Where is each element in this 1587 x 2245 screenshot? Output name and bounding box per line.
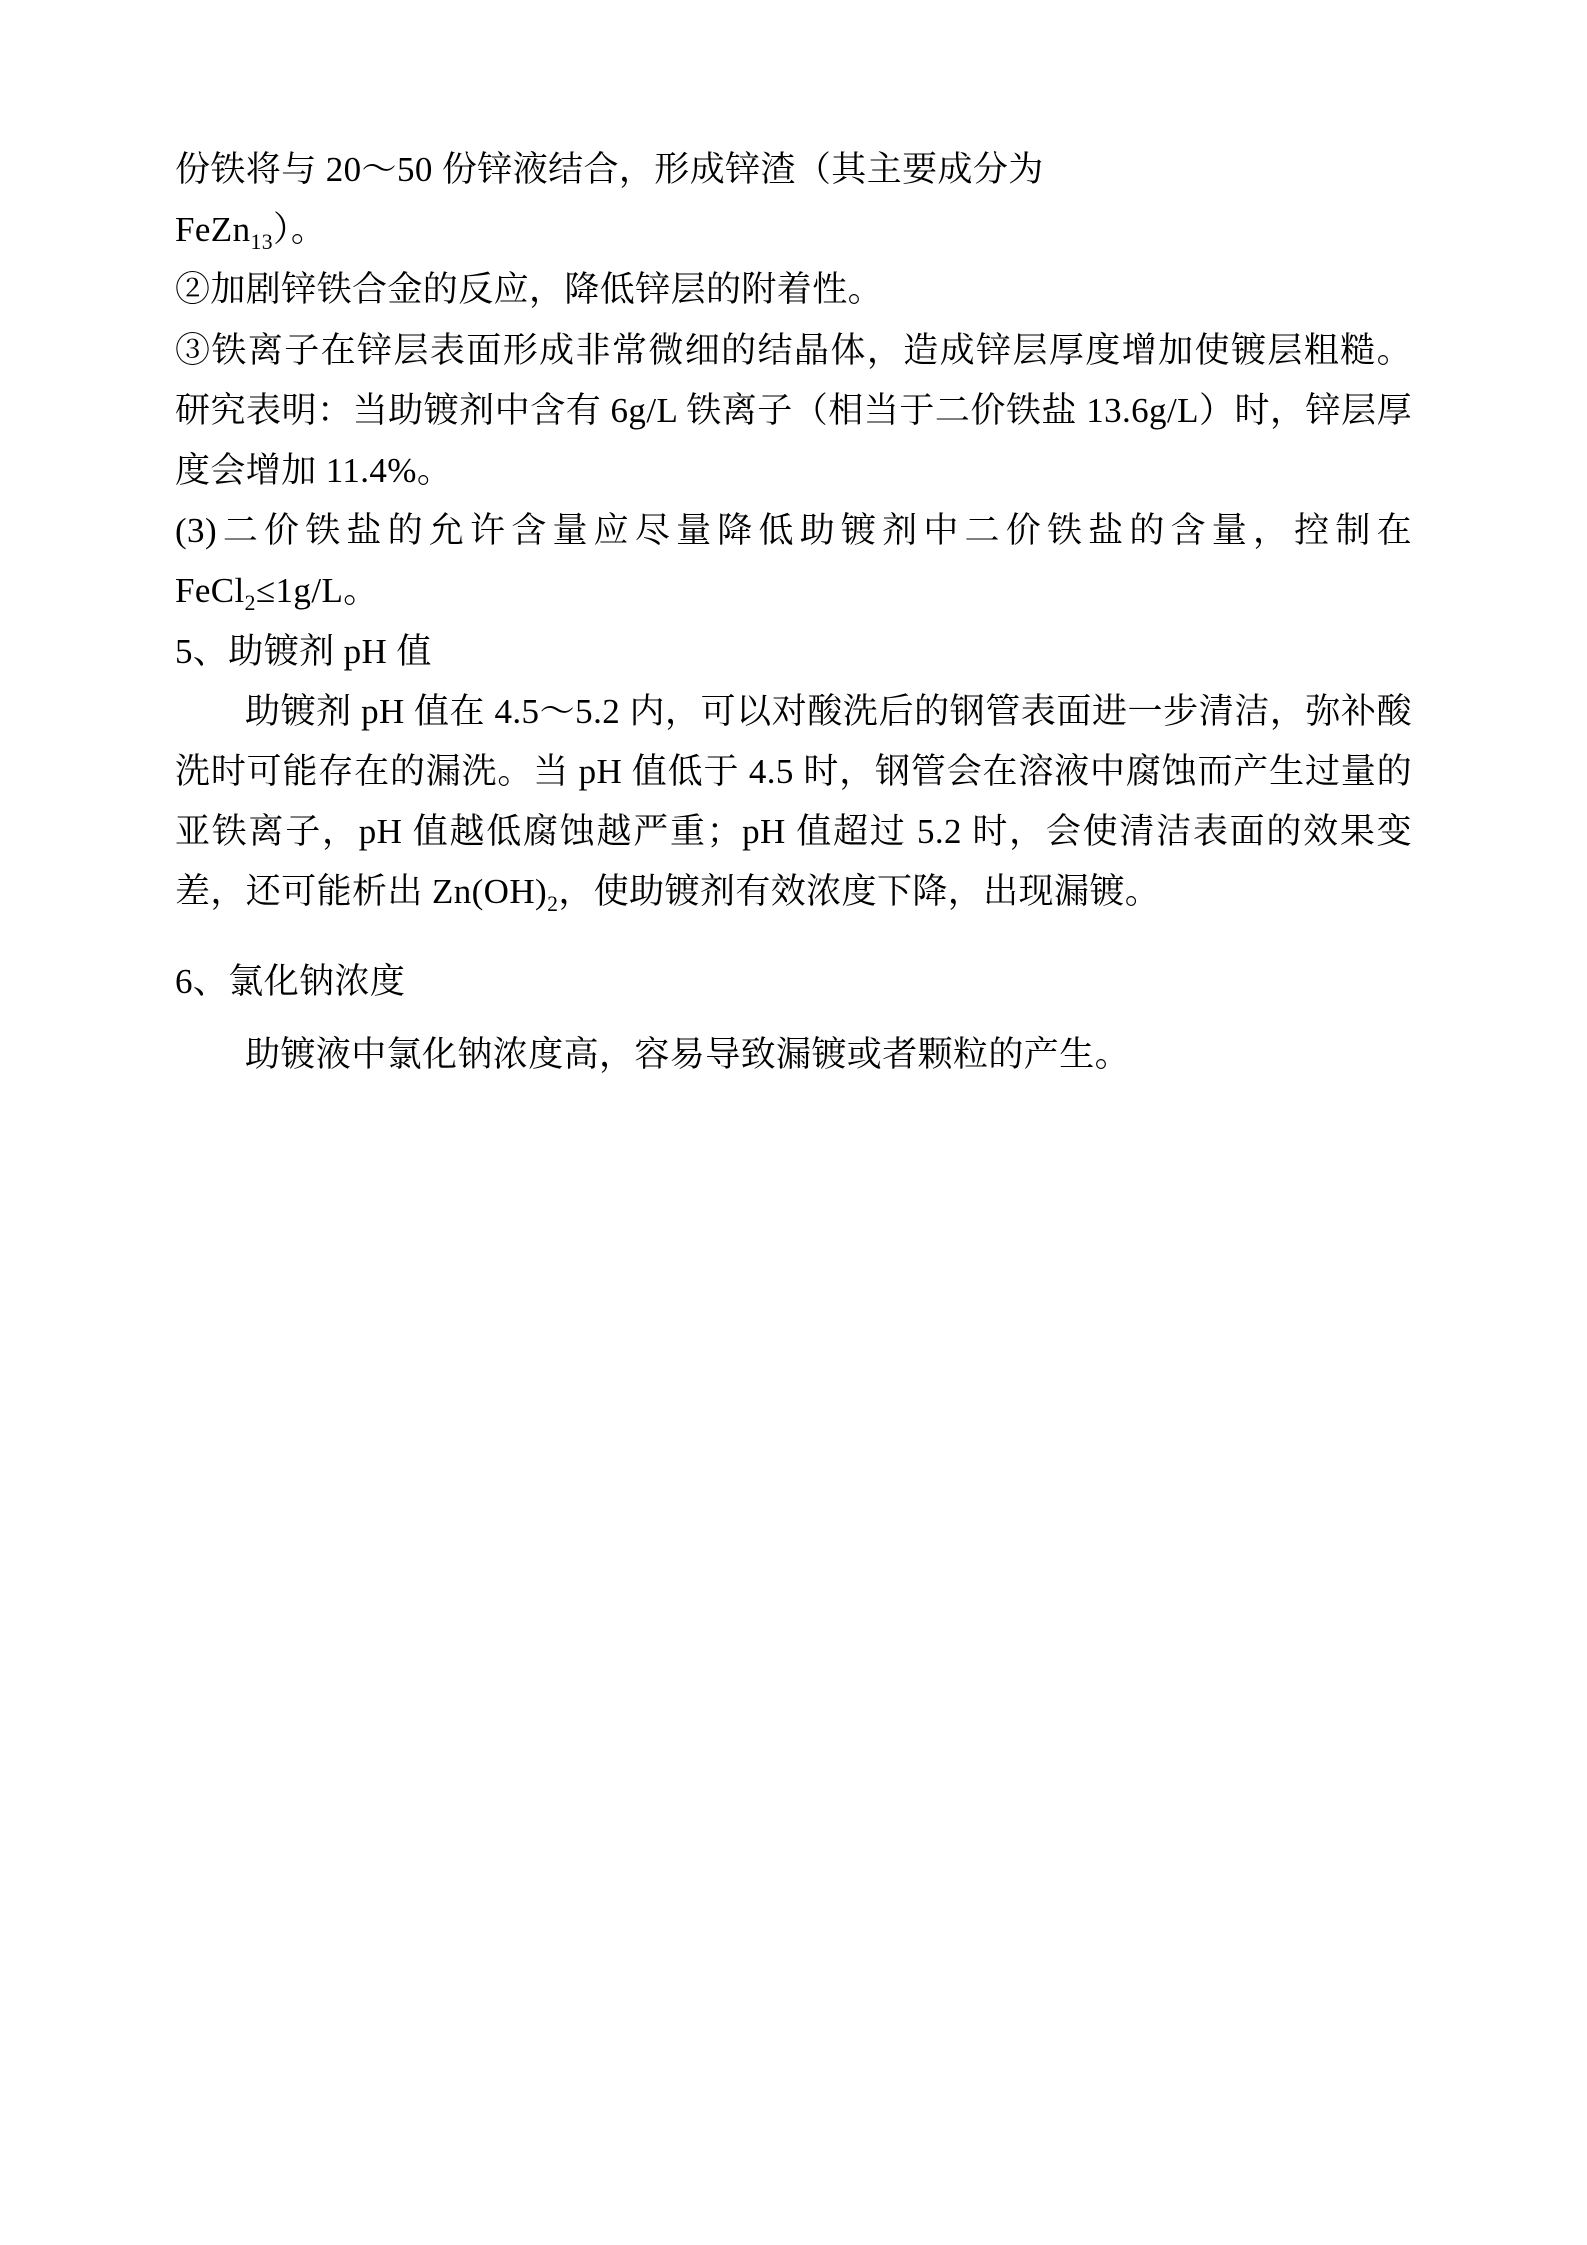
fezn-formula-base: FeZn — [175, 210, 251, 250]
fecl-sentence-tail: ≤1g/L。 — [255, 571, 379, 611]
fezn-formula-subscript: 13 — [250, 230, 273, 255]
heading-section-6: 6、氯化钠浓度 — [175, 962, 406, 1002]
paragraph-section-5 — [175, 682, 1412, 923]
paragraph-item-3-allowable — [175, 501, 1412, 621]
section-spacer-1 — [175, 922, 1412, 952]
fecl-formula-subscript: 2 — [244, 591, 256, 616]
paragraph-section-6: 助镀液中氯化钠浓度高，容易导致漏镀或者颗粒的产生。 — [245, 1034, 1131, 1074]
paragraph-item-3: ③铁离子在锌层表面形成非常微细的结晶体，造成锌层厚度增加使镀层粗糙。研究表明：当助镀剂中含有 6g/L 铁离子（相当于二价铁盐 13.6g/L）时，锌层厚度会增加 11.4%。 — [175, 330, 1412, 490]
heading-section-5: 5、助镀剂 pH 值 — [175, 631, 432, 671]
section-spacer-2 — [175, 1013, 1412, 1025]
paragraph-item-2: ②加剧锌铁合金的反应，降低锌层的附着性。 — [175, 270, 884, 310]
paragraph-section-5-tail: ，使助镀剂有效浓度下降，出现漏镀。 — [558, 872, 1161, 912]
document-body — [175, 140, 1412, 1085]
fecl-sentence-base: (3)二价铁盐的允许含量应尽量降低助镀剂中二价铁盐的含量，控制在 FeCl — [175, 511, 1412, 611]
paragraph-section-5-base: 助镀剂 pH 值在 4.5～5.2 内，可以对酸洗后的钢管表面进一步清洁，弥补酸洗时可能存在的漏洗。当 pH 值低于 4.5 时，钢管会在溶液中腐蚀而产生过量的亚铁离子，pH 值越低腐蚀越严重；pH 值超过 5.2 时，会使清洁表面的效果变差，还可能析出 Zn(OH) — [175, 691, 1412, 912]
zn-oh-subscript: 2 — [547, 892, 559, 917]
fezn-formula-tail: ）。 — [272, 210, 327, 250]
paragraph-fezn13 — [175, 200, 1412, 260]
paragraph-zinc-dross: 份铁将与 20～50 份锌液结合，形成锌渣（其主要成分为 — [175, 150, 1044, 189]
